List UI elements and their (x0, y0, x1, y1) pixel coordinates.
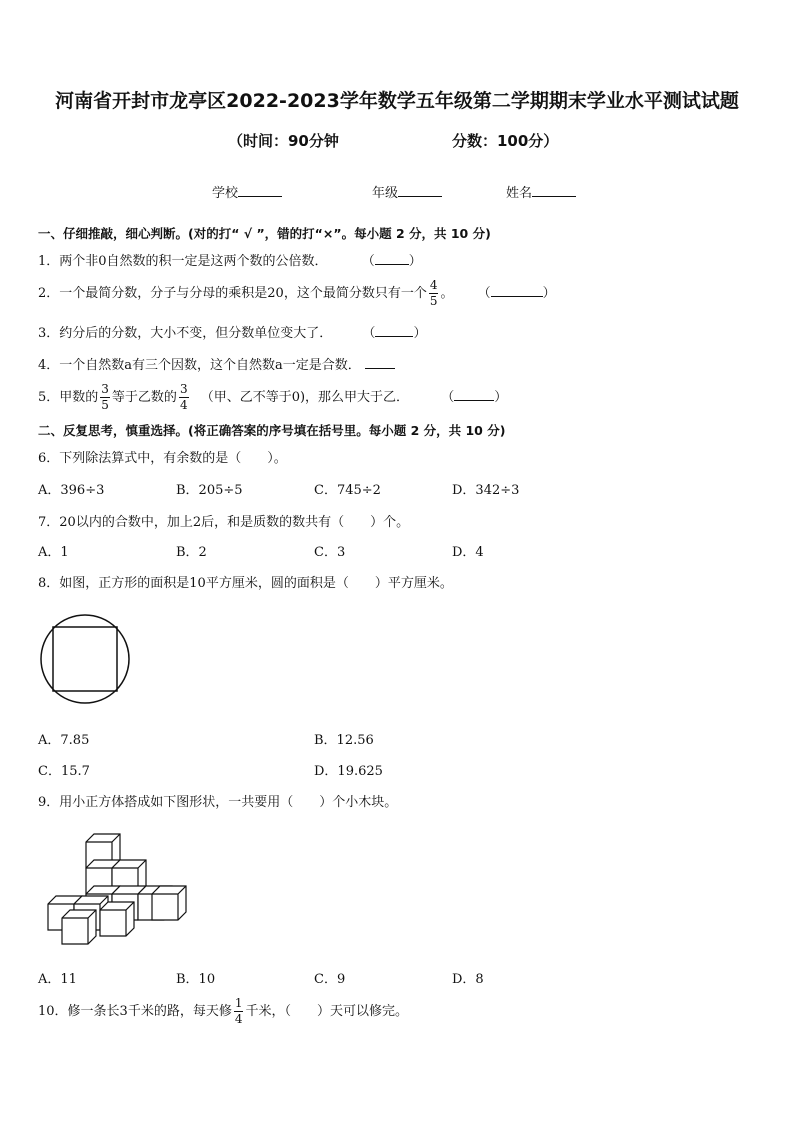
fraction-1-4: $\frac{1}{4}$ (234, 996, 243, 1026)
q8-option-c[interactable]: C．15.7 (38, 764, 90, 779)
question-7: 7．20以内的合数中，加上2后，和是质数的数共有（ ）个。 (38, 515, 410, 530)
q7-option-b[interactable]: B．2 (176, 545, 207, 560)
school-field (212, 182, 282, 201)
school-blank[interactable] (238, 184, 282, 197)
question-5-answer[interactable]: （ ） (441, 390, 508, 405)
question-5: 5．甲数的 $\frac{3}{5}$ 等于乙数的 $\frac{3}{4}$ （甲、乙不等于0)，那么甲大于乙． （ ） (38, 382, 508, 412)
page-title: 河南省开封市龙亭区2022-2023学年数学五年级第二学期期末学业水平测试试题 (55, 90, 739, 112)
school-label: 学校 (212, 186, 239, 201)
cube-stack-figure (40, 828, 190, 950)
grade-field (372, 182, 442, 201)
exam-time: （时间：90分钟 (228, 132, 339, 150)
fraction-3-4: $\frac{3}{4}$ (179, 382, 188, 412)
q6-option-b[interactable]: B．205÷5 (176, 483, 243, 498)
question-3-answer[interactable]: （ ） (362, 326, 427, 341)
q6-option-c[interactable]: C．745÷2 (314, 483, 381, 498)
square-shape (53, 627, 117, 691)
question-4 (38, 354, 395, 373)
exam-score: 分数：100分） (452, 132, 559, 150)
q7-option-a[interactable]: A．1 (38, 545, 69, 560)
q7-option-c[interactable]: C．3 (314, 545, 346, 560)
q9-option-d[interactable]: D．8 (452, 972, 484, 987)
q8-option-d[interactable]: D．19.625 (314, 764, 383, 779)
section1-heading: 一、仔细推敲，细心判断。(对的打“ √ ”，错的打“×”。每小题 2 分，共 10 分) (38, 226, 491, 241)
q9-option-b[interactable]: B．10 (176, 972, 216, 987)
q8-option-b[interactable]: B．12.56 (314, 733, 374, 748)
q6-option-d[interactable]: D．342÷3 (452, 483, 520, 498)
question-1 (38, 250, 422, 269)
square-in-circle-figure (38, 612, 132, 706)
q6-option-a[interactable]: A．396÷3 (38, 483, 105, 498)
q9-option-a[interactable]: A．11 (38, 972, 77, 987)
section2-heading: 二、反复思考，慎重选择。(将正确答案的序号填在括号里。每小题 2 分，共 10 分) (38, 423, 506, 438)
question-2-answer[interactable]: （ ） (477, 286, 556, 301)
fraction-4-5: $\frac{4}{5}$ (429, 278, 438, 308)
question-6: 6．下列除法算式中，有余数的是（ ）。 (38, 451, 287, 466)
grade-label: 年级 (372, 186, 399, 201)
question-1-answer[interactable]: （ ） (361, 254, 422, 269)
question-3-text: 3．约分后的分数，大小不变，但分数单位变大了． (38, 326, 333, 341)
question-4-text: 4．一个自然数a有三个因数，这个自然数a一定是合数． (38, 358, 361, 373)
fraction-3-5: $\frac{3}{5}$ (101, 382, 109, 412)
question-10: 10．修一条长3千米的路，每天修 $\frac{1}{4}$ 千米，（ ）天可以修完。 (38, 996, 408, 1026)
name-blank[interactable] (532, 184, 576, 197)
question-2-text: 2．一个最简分数，分子与分母的乘积是20，这个最简分数只有一个 (38, 286, 427, 301)
question-2: 2．一个最简分数，分子与分母的乘积是20，这个最简分数只有一个 $\frac{4}{5}$ 。 （ ） (38, 278, 556, 308)
name-field (506, 182, 576, 201)
grade-blank[interactable] (398, 184, 442, 197)
circle-shape (41, 615, 129, 703)
question-3 (38, 322, 426, 341)
q7-option-d[interactable]: D．4 (452, 545, 484, 560)
question-9: 9．用小正方体搭成如下图形状，一共要用（ ）个小木块。 (38, 795, 398, 810)
question-4-answer[interactable] (365, 356, 395, 369)
name-label: 姓名 (506, 186, 533, 201)
q9-option-c[interactable]: C．9 (314, 972, 346, 987)
q8-option-a[interactable]: A．7.85 (38, 733, 90, 748)
question-8: 8．如图，正方形的面积是10平方厘米，圆的面积是（ ）平方厘米。 (38, 576, 453, 591)
question-1-text: 1．两个非0自然数的积一定是这两个数的公倍数． (38, 254, 328, 269)
